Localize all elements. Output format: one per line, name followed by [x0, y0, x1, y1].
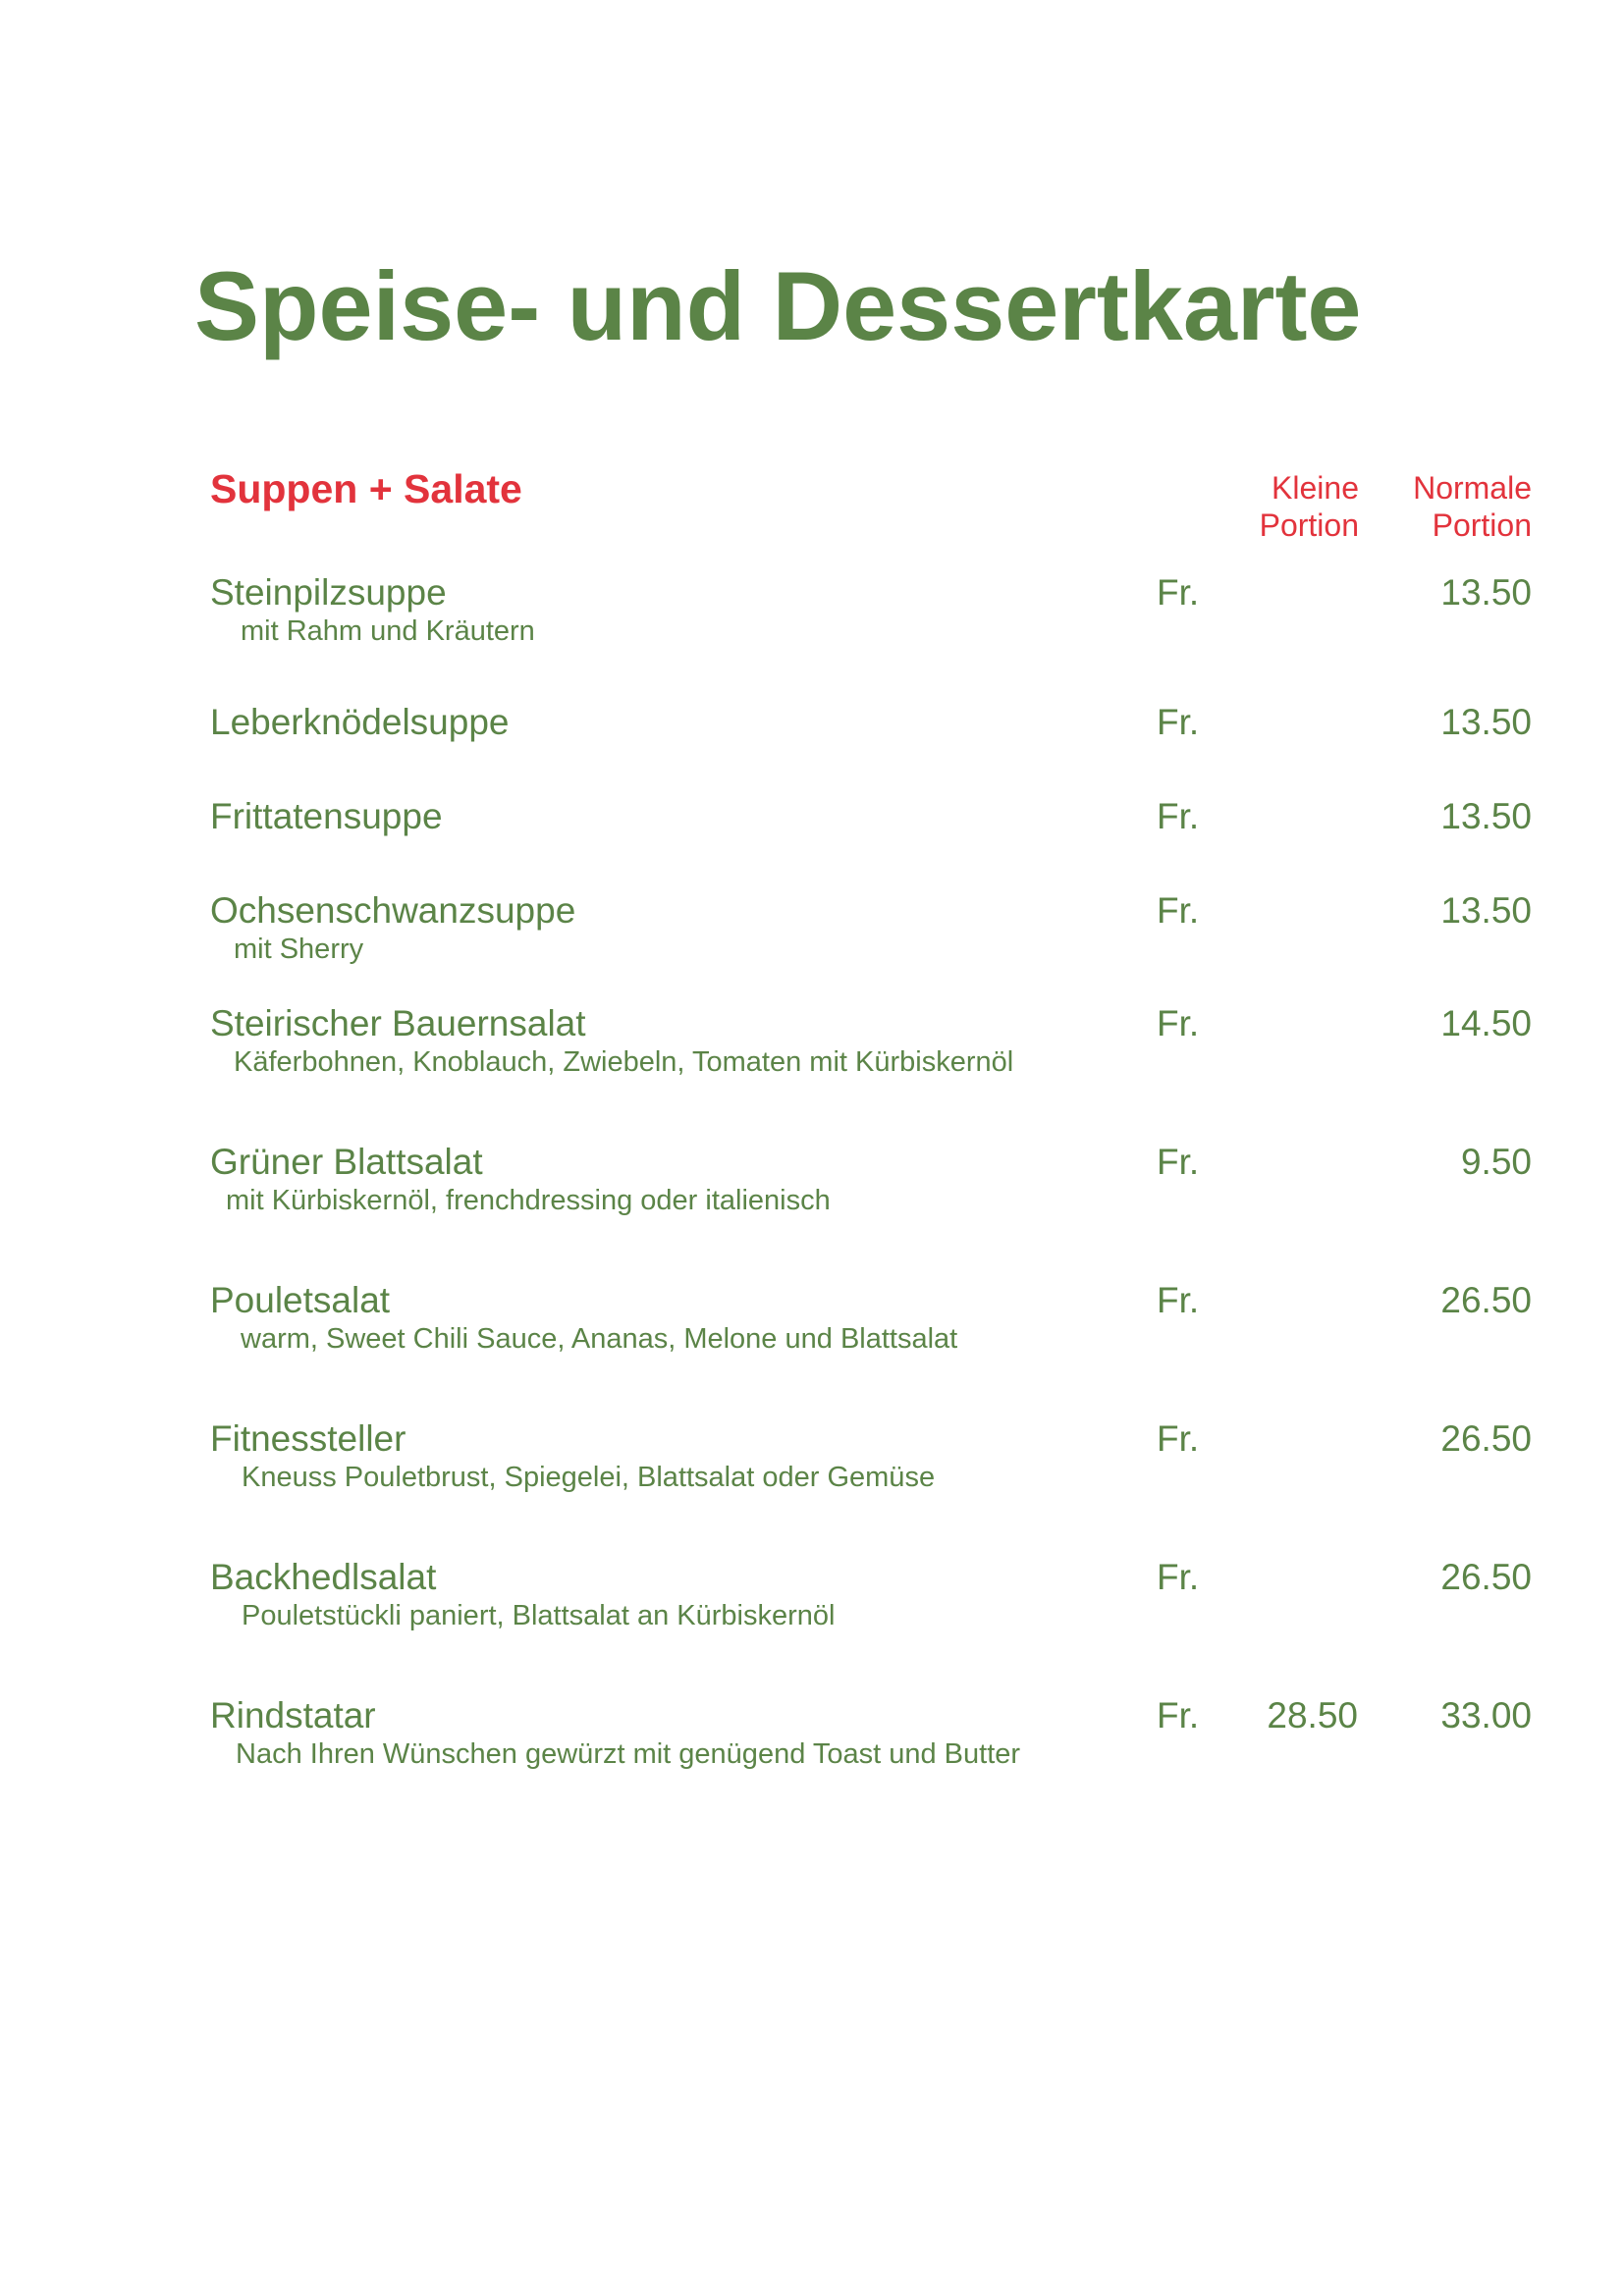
item-price-normale: 13.50	[1440, 572, 1532, 613]
item-currency: Fr.	[1157, 1280, 1200, 1320]
item-description: mit Sherry	[234, 934, 364, 965]
item-description: Nach Ihren Wünschen gewürzt mit genügend Toast und Butter	[236, 1738, 1021, 1770]
item-name: Backhedlsalat	[210, 1557, 437, 1597]
item-currency: Fr.	[1157, 702, 1200, 742]
item-price-normale: 26.50	[1440, 1557, 1532, 1597]
item-currency: Fr.	[1157, 1003, 1200, 1043]
column-header-kleine-line2: Portion	[1259, 507, 1359, 543]
item-price-normale: 9.50	[1460, 1142, 1532, 1182]
item-description: mit Rahm und Kräutern	[241, 615, 535, 647]
item-currency: Fr.	[1157, 1142, 1200, 1182]
item-currency: Fr.	[1157, 1418, 1200, 1459]
column-header-normale-portion	[1413, 469, 1532, 544]
item-name: Rindstatar	[210, 1695, 376, 1735]
item-description: Pouletstückli paniert, Blattsalat an Kürbiskernöl	[242, 1600, 836, 1631]
item-name: Grüner Blattsalat	[210, 1142, 483, 1182]
item-price-normale: 13.50	[1440, 702, 1532, 742]
section-title-suppen-salate: Suppen + Salate	[210, 466, 522, 511]
item-name: Frittatensuppe	[210, 796, 443, 836]
column-header-normale-line2: Portion	[1432, 507, 1532, 543]
item-price-normale: 14.50	[1440, 1003, 1532, 1043]
item-name: Pouletsalat	[210, 1280, 391, 1320]
page-title: Speise- und Dessertkarte	[194, 251, 1362, 361]
item-price-normale: 13.50	[1440, 890, 1532, 931]
column-header-kleine-portion	[1260, 469, 1359, 544]
item-description: Käferbohnen, Knoblauch, Zwiebeln, Tomaten mit Kürbiskernöl	[234, 1046, 1014, 1078]
column-header-normale-line1: Normale	[1413, 470, 1532, 506]
item-price-normale: 26.50	[1440, 1418, 1532, 1459]
item-name: Ochsenschwanzsuppe	[210, 890, 576, 931]
item-currency: Fr.	[1157, 1695, 1200, 1735]
item-price-normale: 33.00	[1440, 1695, 1532, 1735]
item-name: Fitnessteller	[210, 1418, 406, 1459]
item-description: Kneuss Pouletbrust, Spiegelei, Blattsalat oder Gemüse	[242, 1462, 936, 1493]
item-currency: Fr.	[1157, 796, 1200, 836]
column-header-kleine-line1: Kleine	[1272, 470, 1359, 506]
item-name: Steinpilzsuppe	[210, 572, 447, 613]
item-name: Steirischer Bauernsalat	[210, 1003, 586, 1043]
item-currency: Fr.	[1157, 572, 1200, 613]
item-name: Leberknödelsuppe	[210, 702, 510, 742]
item-price-normale: 26.50	[1440, 1280, 1532, 1320]
item-price-kleine: 28.50	[1267, 1695, 1358, 1735]
item-description: warm, Sweet Chili Sauce, Ananas, Melone und Blattsalat	[241, 1323, 958, 1355]
item-currency: Fr.	[1157, 890, 1200, 931]
item-description: mit Kürbiskernöl, frenchdressing oder italienisch	[226, 1185, 831, 1216]
item-currency: Fr.	[1157, 1557, 1200, 1597]
item-price-normale: 13.50	[1440, 796, 1532, 836]
